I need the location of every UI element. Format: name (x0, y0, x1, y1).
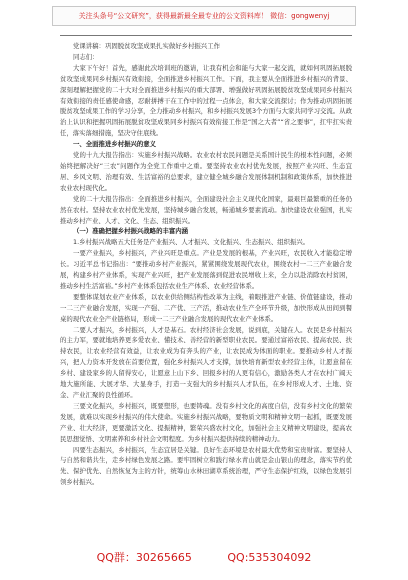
subsection-heading: （一）准确把握乡村振兴战略的丰富内涵 (73, 227, 189, 236)
subject-line: 党课讲稿：巩固脱贫攻坚成果扎实做好乡村振兴工作 (73, 42, 220, 50)
paragraph: 党的二十大报告指出：全面推进乡村振兴，全面建设社会主义现代化国家，最艰巨最繁重的任务仍然在农村。坚持农业农村优先发展，坚持城乡融合发展，畅通城乡要素流动。加快建设农业强国，扎实推动乡村产业、人才、文化、生态、组织振兴。 (60, 194, 352, 225)
header-rule (60, 35, 352, 36)
paragraph: 一要产业振兴，乡村振兴，产业兴旺是重点。产业是发展的根基，产业兴旺，农民收入才能稳定增长。习近平总书记指出：“要推动乡村产业振兴，紧紧围绕发展现代农业，围绕农村一二三产业融合发展，构建乡村产业体系，实现产业兴旺，把产业发展落到促进农民增收上来，全力以赴消除农村贫困，推动乡村生活富裕。”乡村产业体系包括农业生产体系、农业经营体系。 (60, 249, 352, 290)
promo-banner: 关注头条号“公文研究”，获得最新最全最专业的公文资料库！ 微信：gongwenyj (52, 6, 356, 26)
paragraph: 党的十九大报告指出：实施乡村振兴战略。农业农村农民问题是关系国计民生的根本性问题，必须始终把解决好“三农”问题作为全党工作重中之重。要坚持农业农村优先发展，按照产业兴旺、生态宜居、乡风文明、治理有效、生活富裕的总要求，建立健全城乡融合发展体制机制和政策体系，加快推进农业农村现代化。 (60, 151, 352, 192)
paragraph: 二要人才振兴，乡村振兴，人才是基石。农村经济社会发展，说到底，关键在人。农民是乡村振兴的主力军，要就地培养更多爱农业、懂技术、善经营的新型职业农民。要通过富裕农民、提高农民、扶持农民，让农业经营有效益，让农业成为有奔头的产业，让农民成为体面的职业。要推动乡村人才振兴，把人力资本开发放在首要位置，强化乡村振兴人才支撑，加快培育新型农业经营主体，让愿意留在乡村、建设家乡的人留得安心，让愿意上山下乡、回报乡村的人更有信心，激励各类人才在农村广阔天地大施所能、大展才华、大显身手，打造一支强大的乡村振兴人才队伍，在乡村形成人才、土地、资金、产业汇聚的良性循环。 (60, 325, 352, 399)
paragraph-intro: 大家下午好！首先，感谢此次培训班的邀请，让我有机会和能与大家一起交流，就如何巩固拓展脱贫攻坚成果同乡村振兴有效衔接，全面推进乡村振兴工作。下面，我主要从全面推进乡村振兴的背景、深刻理解把握党的二十大对全面推进乡村振兴的重大部署、增强做好巩固拓展脱贫攻坚成果同乡村振兴有效衔接的责任感使命感，忍耐拼搏干在工作中的过程一点体会，和大家交流探讨；作为推动巩固拓展脱贫攻坚成果工作的学习分享，全力推动乡村振兴，和乡村振兴发展3个方面与大家共同学习交流。从政治上认识和把握巩固拓展脱贫攻坚成果同乡村振兴有效衔接工作是“国之大者”“省之要事”，扛牢扛实责任，落实落细措施，坚决守住底线。 (60, 63, 352, 138)
paragraph: 四要生态振兴，乡村振兴，生态宜居是关键。良好生态环境是农村最大优势和宝贵财富。要坚持人与自然和谐共生，走乡村绿色发展之路。要牢固树立和践行绿水青山就是金山银山的理念，落实节约优先、保护优先、自然恢复为主的方针，统筹山水林田湖草系统治理，严守生态保护红线，以绿色发展引领乡村振兴。 (60, 445, 352, 487)
salutation: 同志们： (73, 52, 99, 61)
paragraph: 三要文化振兴，乡村振兴，既要塑形，也要铸魂。没有乡村文化的高度自信，没有乡村文化的繁荣发展，就难以实现乡村振兴的伟大使命。实施乡村振兴战略，要物质文明和精神文明一起抓，既要发展产业、壮大经济，更要激活文化、提振精神，繁荣兴盛农村文化，加强社会主义精神文明建设，提高农民思想觉悟、文明素养和乡村社会文明程度。为乡村振兴提供持续的精神动力。 (60, 401, 352, 443)
contact-footer (0, 549, 408, 565)
section-heading-1: 一、全面推进乡村振兴的意义 (73, 140, 157, 149)
paragraph: 要整体谋划农业产业体系，以农业供给侧结构性改革为主线，着眼推进产业链、价值链建设，推动一二三产业融合发展，实现一产强、二产优、三产活，推动农业生产全环节升级，加快形成从田间到餐桌的现代农业全产业链格局，形成一二三产业融合发展的现代农业产业体系。 (60, 292, 352, 323)
qq-text: QQ:535304092 (227, 551, 312, 564)
document-body (60, 41, 352, 488)
paragraph: 1.乡村振兴战略五大任务是产业振兴、人才振兴、文化振兴、生态振兴、组织振兴。 (73, 238, 310, 247)
qq-group-text: QQ群：30265665 (96, 551, 192, 564)
